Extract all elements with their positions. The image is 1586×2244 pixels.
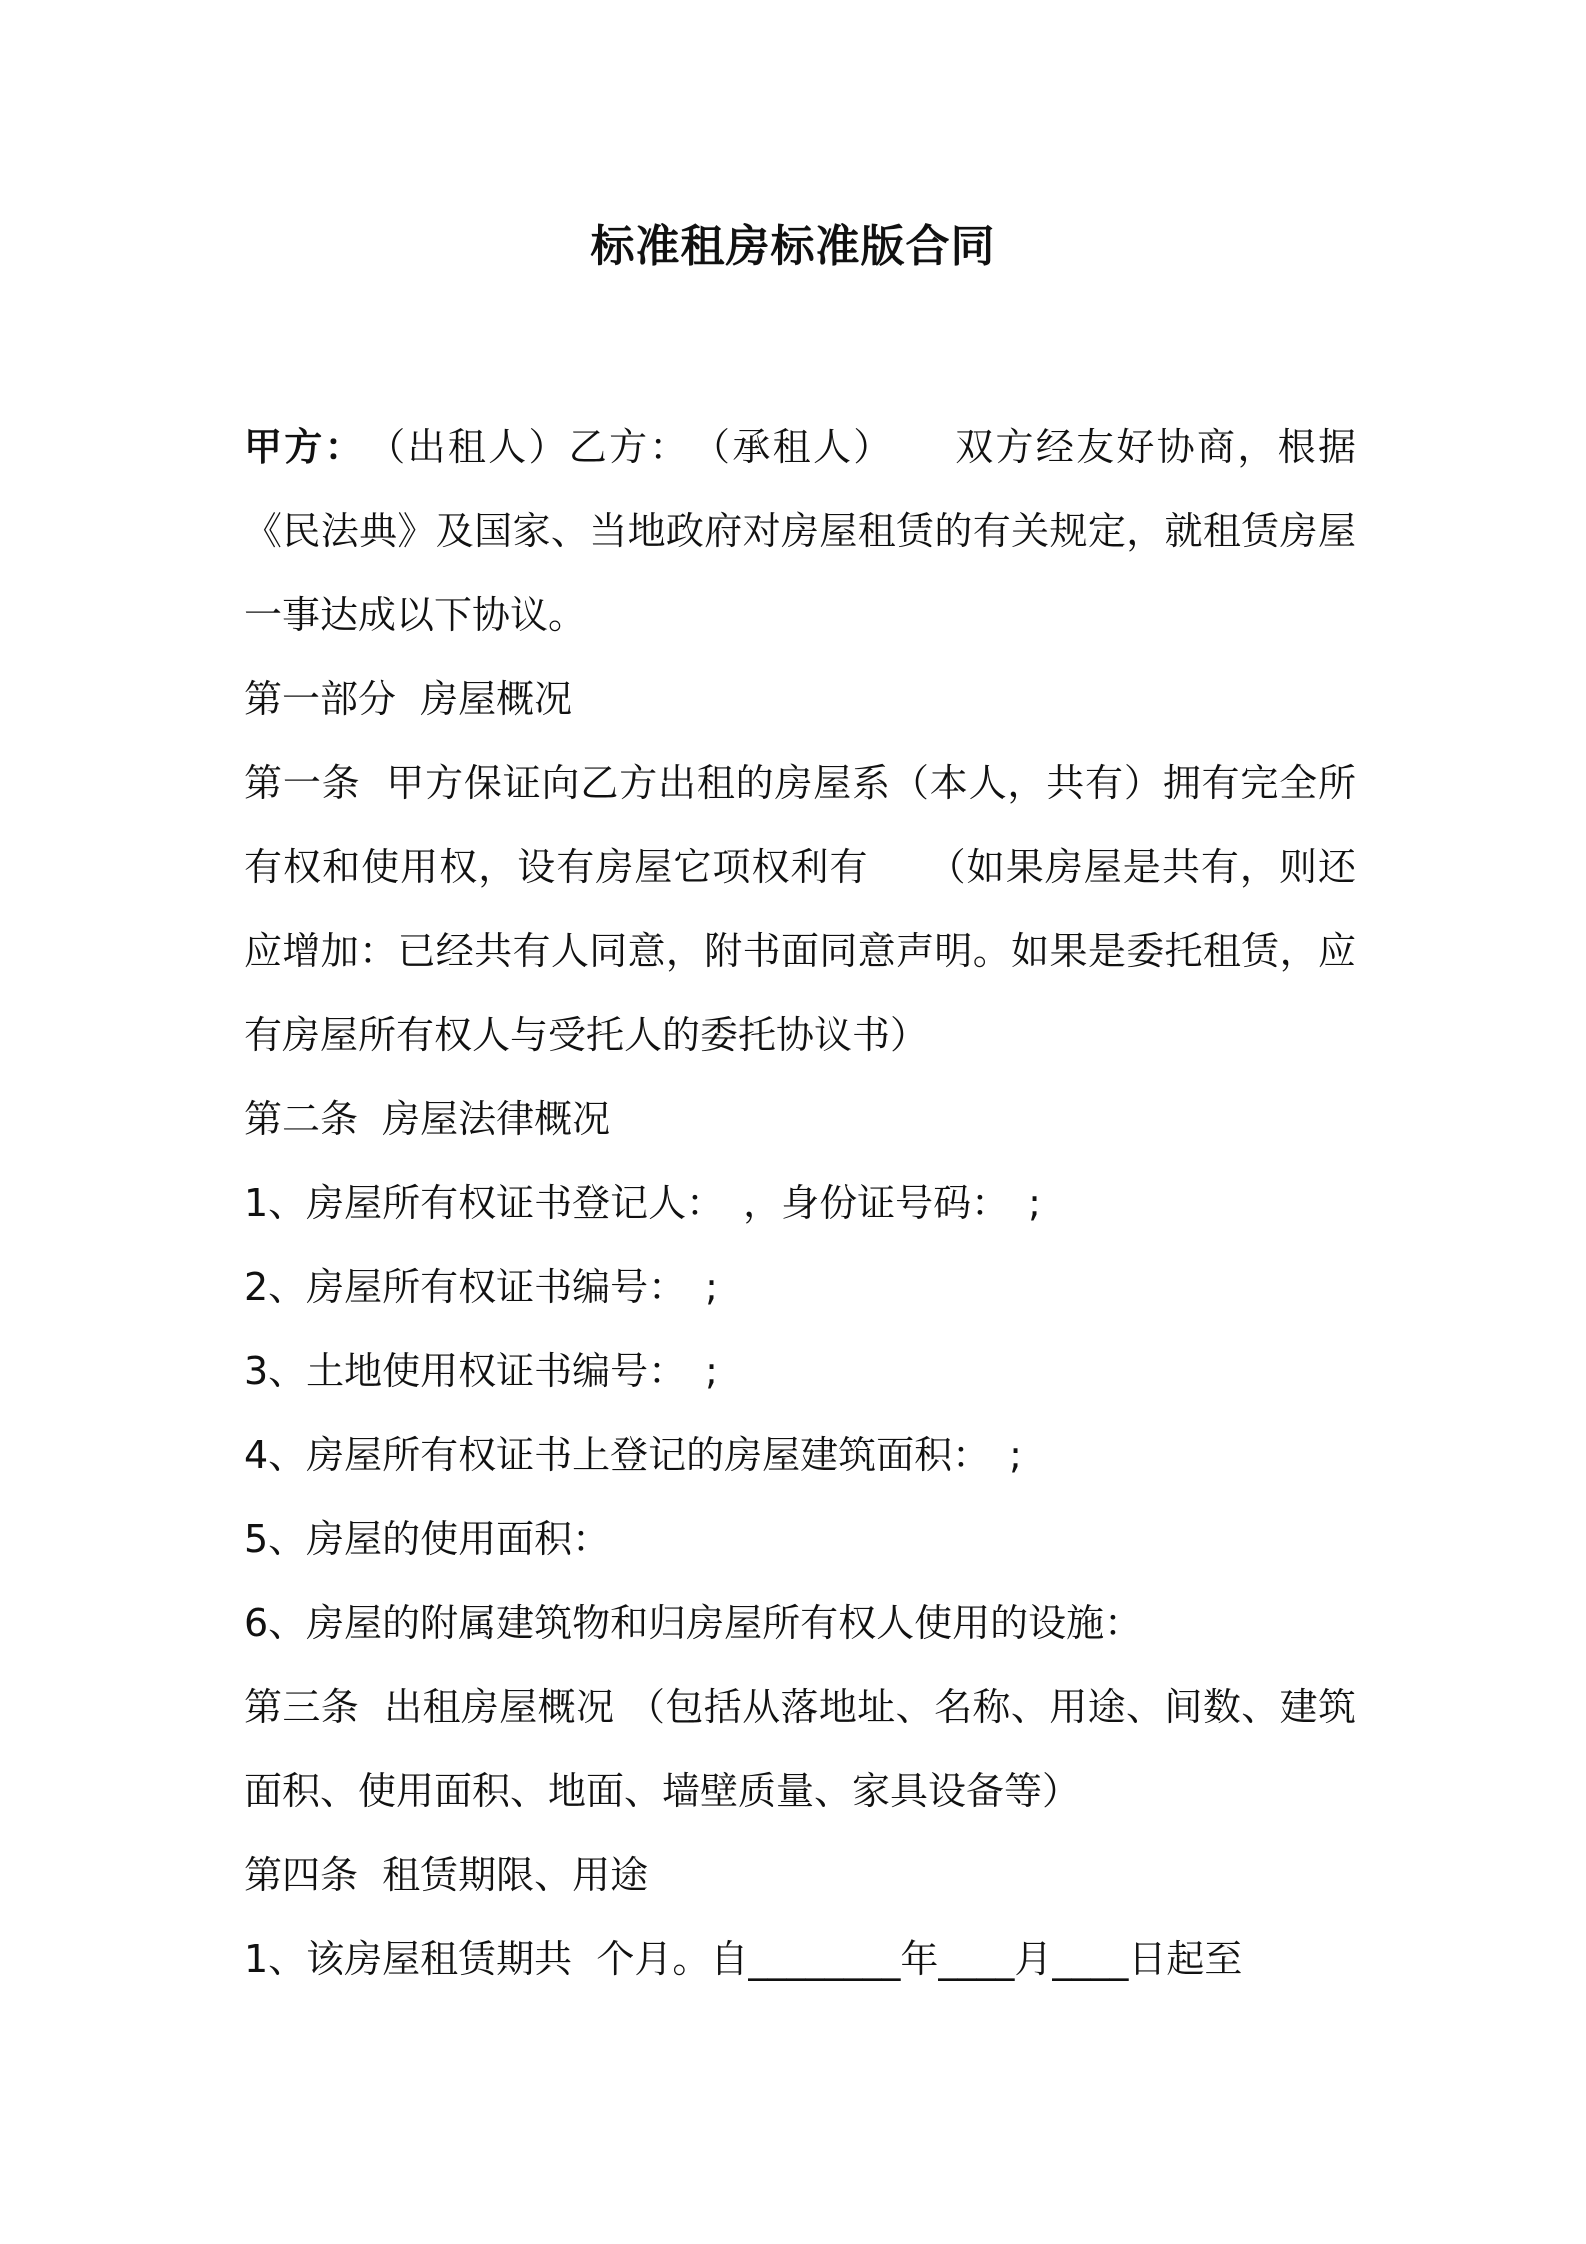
- list-item: 5、房屋的使用面积：: [244, 1517, 611, 1561]
- list-item: 2、房屋所有权证书编号： ;: [244, 1265, 718, 1309]
- document-body: [244, 405, 1356, 2001]
- list-item: 1、该房屋租赁期共 个月。自________年____月____日起至: [244, 1937, 1243, 1981]
- list-item: 3、土地使用权证书编号： ;: [244, 1349, 718, 1393]
- article-two-heading: 第二条 房屋法律概况: [244, 1097, 611, 1141]
- article-one: 第一条 甲方保证向乙方出租的房屋系（本人，共有）拥有完全所有权和使用权，设有房屋它项权利有 （如果房屋是共有，则还应增加：已经共有人同意，附书面同意声明。如果是委托租赁，应有房屋所有权人与受托人的委托协议书）: [244, 761, 1356, 1057]
- party-a-label: 甲方：: [244, 425, 346, 469]
- list-item: 1、房屋所有权证书登记人： ，身份证号码： ;: [244, 1181, 1041, 1225]
- list-item: 6、房屋的附属建筑物和归房屋所有权人使用的设施：: [244, 1601, 1143, 1645]
- intro-text: （出租人）乙方： （承租人） 双方经友好协商，根据《民法典》及国家、当地政府对房屋租赁的有关规定，就租赁房屋一事达成以下协议。: [244, 425, 1356, 637]
- document-title: 标准租房标准版合同: [590, 221, 996, 272]
- list-item: 4、房屋所有权证书上登记的房屋建筑面积： ;: [244, 1433, 1022, 1477]
- article-four-heading: 第四条 租赁期限、用途: [244, 1853, 649, 1897]
- intro-paragraph: [244, 405, 1356, 657]
- section-heading-part-one: 第一部分 房屋概况: [244, 677, 573, 721]
- article-three: 第三条 出租房屋概况 （包括从落地址、名称、用途、间数、建筑面积、使用面积、地面、墙壁质量、家具设备等）: [244, 1685, 1356, 1813]
